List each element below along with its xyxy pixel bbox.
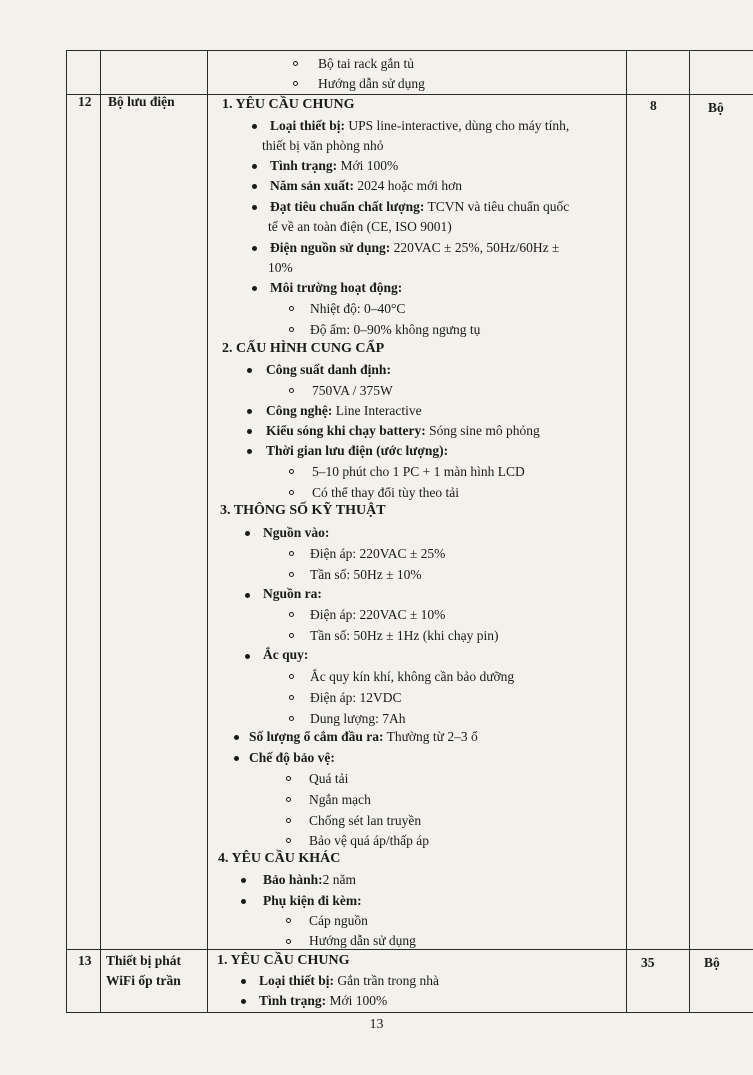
row13-stt: 13 xyxy=(78,953,92,968)
bullet-circle-icon xyxy=(289,327,294,332)
list-item: Ngắn mạch xyxy=(309,792,371,807)
bullet-circle-icon xyxy=(289,306,294,311)
field-value: Mới 100% xyxy=(326,993,388,1008)
list-item: Tần số: 50Hz ± 10% xyxy=(310,567,422,582)
table-border-top xyxy=(66,50,753,51)
list-item xyxy=(270,238,559,258)
list-item: Chống sét lan truyền xyxy=(309,813,422,828)
list-item: Môi trường hoạt động: xyxy=(270,280,403,295)
row12-qty: 8 xyxy=(650,98,657,113)
field-label: Bảo hành: xyxy=(263,872,323,887)
list-item: Bảo vệ quá áp/thấp áp xyxy=(309,833,429,848)
bullet-icon xyxy=(241,878,246,883)
bullet-circle-icon xyxy=(289,469,294,474)
row12-name: Bộ lưu điện xyxy=(108,94,175,109)
list-item: Bộ tai rack gắn tủ xyxy=(318,56,414,71)
bullet-icon xyxy=(252,184,257,189)
list-item: Quá tải xyxy=(309,771,349,786)
row13-qty: 35 xyxy=(641,955,655,970)
bullet-circle-icon xyxy=(289,490,294,495)
table-border-bottom xyxy=(66,1012,753,1013)
section-heading: 4. YÊU CẦU KHÁC xyxy=(218,851,341,866)
bullet-icon xyxy=(245,593,250,598)
bullet-icon xyxy=(252,286,257,291)
list-item: Cáp nguồn xyxy=(309,913,368,928)
table-col-divider-1 xyxy=(100,50,101,1012)
list-item: 750VA / 375W xyxy=(312,383,393,398)
list-item: Nhiệt độ: 0–40°C xyxy=(310,301,406,316)
field-value: 220VAC ± 25%, 50Hz/60Hz ± xyxy=(390,240,560,255)
field-label: Loại thiết bị: xyxy=(259,973,335,988)
list-item: Phụ kiện đi kèm: xyxy=(263,893,362,908)
list-item xyxy=(249,727,478,747)
page-number: 13 xyxy=(369,1017,384,1032)
bullet-icon xyxy=(252,124,257,129)
field-value: Thường từ 2–3 ổ xyxy=(383,729,478,744)
list-item: Điện áp: 12VDC xyxy=(310,690,402,705)
bullet-icon xyxy=(241,999,246,1004)
bullet-icon xyxy=(245,531,250,536)
bullet-icon xyxy=(247,449,252,454)
bullet-circle-icon xyxy=(293,61,298,66)
list-item: Điện áp: 220VAC ± 25% xyxy=(310,546,446,561)
bullet-icon xyxy=(241,899,246,904)
bullet-icon xyxy=(252,164,257,169)
field-label: Loại thiết bị: xyxy=(270,118,346,133)
table-col-divider-3 xyxy=(626,50,627,1012)
field-value: Gắn trần trong nhà xyxy=(334,973,439,988)
field-label: Tình trạng: xyxy=(259,993,327,1008)
list-item: Chế độ bảo vệ: xyxy=(249,750,335,765)
field-label: Điện nguồn sử dụng: xyxy=(270,240,391,255)
field-label: Tình trạng: xyxy=(270,158,338,173)
bullet-circle-icon xyxy=(289,716,294,721)
bullet-icon xyxy=(247,368,252,373)
list-item: Công suất danh định: xyxy=(266,362,391,377)
bullet-circle-icon xyxy=(289,572,294,577)
bullet-circle-icon xyxy=(293,81,298,86)
field-label: Số lượng ổ cắm đầu ra: xyxy=(249,729,384,744)
bullet-circle-icon xyxy=(289,551,294,556)
section-heading: 3. THÔNG SỐ KỸ THUẬT xyxy=(220,503,386,518)
section-heading: 1. YÊU CẦU CHUNG xyxy=(217,953,350,968)
list-item-continuation: tế về an toàn điện (CE, ISO 9001) xyxy=(268,219,452,234)
row13-name-line2: WiFi ốp trần xyxy=(106,973,181,988)
field-value: Sóng sine mô phỏng xyxy=(425,423,540,438)
list-item xyxy=(266,401,422,421)
field-value: 2 năm xyxy=(322,872,357,887)
row13-unit: Bộ xyxy=(704,955,720,970)
field-label: Năm sản xuất: xyxy=(270,178,355,193)
table-col-divider-4 xyxy=(689,50,690,1012)
list-item xyxy=(270,156,398,176)
row13-name-line1: Thiết bị phát xyxy=(106,953,182,968)
list-item-continuation: 10% xyxy=(268,260,293,275)
field-label: Công nghệ: xyxy=(266,403,333,418)
section-heading: 1. YÊU CẦU CHUNG xyxy=(222,97,355,112)
bullet-icon xyxy=(252,246,257,251)
bullet-circle-icon xyxy=(286,818,291,823)
table-col-divider-2 xyxy=(207,50,208,1012)
list-item: Điện áp: 220VAC ± 10% xyxy=(310,607,446,622)
field-value: Mới 100% xyxy=(337,158,399,173)
list-item-continuation: thiết bị văn phòng nhỏ xyxy=(262,138,384,153)
list-item: Ắc quy kín khí, không cần bảo dưỡng xyxy=(310,669,515,684)
list-item xyxy=(270,197,569,217)
list-item: Độ ẩm: 0–90% không ngưng tụ xyxy=(310,322,481,337)
bullet-circle-icon xyxy=(286,797,291,802)
bullet-circle-icon xyxy=(289,674,294,679)
bullet-circle-icon xyxy=(286,939,291,944)
bullet-circle-icon xyxy=(286,838,291,843)
bullet-icon xyxy=(247,409,252,414)
list-item xyxy=(259,971,439,991)
bullet-icon xyxy=(234,756,239,761)
bullet-icon xyxy=(247,429,252,434)
bullet-icon xyxy=(245,654,250,659)
list-item xyxy=(259,991,387,1011)
field-value: Line Interactive xyxy=(332,403,422,418)
list-item: Nguồn ra: xyxy=(263,586,322,601)
field-value: 2024 hoặc mới hơn xyxy=(354,178,463,193)
list-item: Dung lượng: 7Ah xyxy=(310,711,406,726)
list-item xyxy=(263,870,356,890)
list-item: Tần số: 50Hz ± 1Hz (khi chạy pin) xyxy=(310,628,499,643)
bullet-icon xyxy=(252,205,257,210)
field-label: Kiểu sóng khi chạy battery: xyxy=(266,423,426,438)
bullet-circle-icon xyxy=(289,633,294,638)
list-item xyxy=(270,176,462,196)
list-item xyxy=(266,421,540,441)
list-item: 5–10 phút cho 1 PC + 1 màn hình LCD xyxy=(312,464,525,479)
bullet-icon xyxy=(241,979,246,984)
list-item: Có thể thay đổi tùy theo tải xyxy=(312,485,459,500)
list-item: Thời gian lưu điện (ước lượng): xyxy=(266,443,449,458)
list-item: Hướng dẫn sử dụng xyxy=(318,76,425,91)
table-border-left xyxy=(66,50,67,1012)
list-item: Nguồn vào: xyxy=(263,525,330,540)
row12-stt: 12 xyxy=(78,94,92,109)
bullet-circle-icon xyxy=(289,388,294,393)
section-heading: 2. CẤU HÌNH CUNG CẤP xyxy=(222,341,385,356)
row12-unit: Bộ xyxy=(708,100,724,115)
list-item: Hướng dẫn sử dụng xyxy=(309,933,416,948)
bullet-circle-icon xyxy=(286,918,291,923)
bullet-circle-icon xyxy=(289,612,294,617)
bullet-circle-icon xyxy=(289,695,294,700)
field-value: TCVN và tiêu chuẩn quốc xyxy=(424,199,570,214)
bullet-circle-icon xyxy=(286,776,291,781)
field-value: UPS line-interactive, dùng cho máy tính, xyxy=(345,118,570,133)
list-item xyxy=(270,116,569,136)
list-item: Ắc quy: xyxy=(263,647,309,662)
field-label: Đạt tiêu chuẩn chất lượng: xyxy=(270,199,425,214)
bullet-icon xyxy=(234,735,239,740)
